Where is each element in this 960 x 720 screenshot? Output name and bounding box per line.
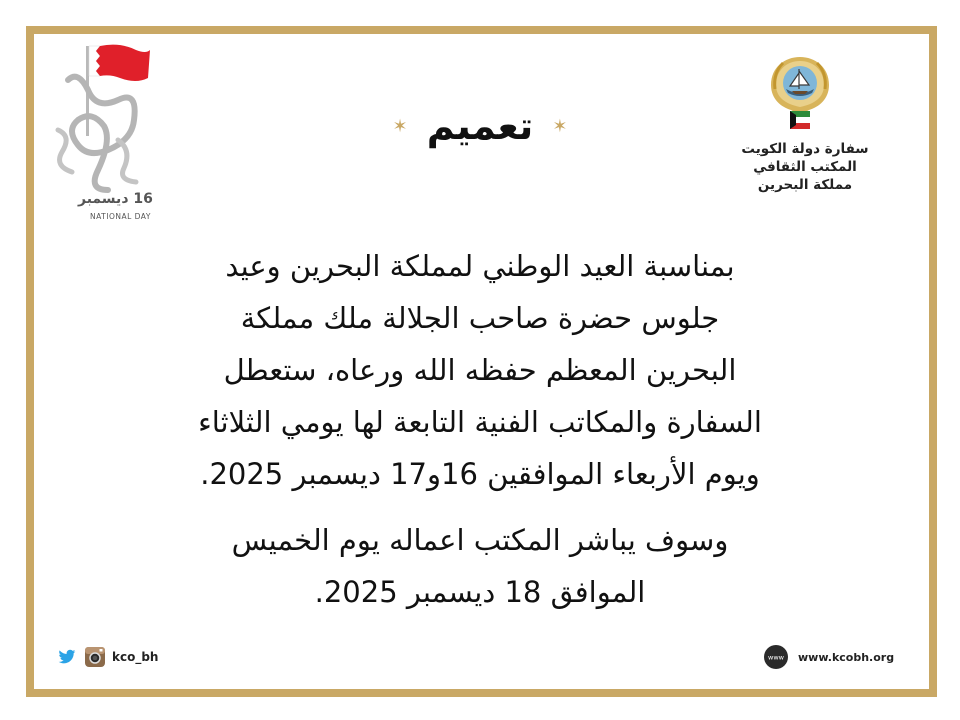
website-url[interactable]: www.kcobh.org bbox=[798, 650, 895, 664]
star-icon: ✶ bbox=[392, 115, 408, 137]
text-line: بمناسبة العيد الوطني لمملكة البحرين وعيد bbox=[225, 249, 735, 283]
title-row bbox=[0, 104, 960, 148]
text-line: وسوف يباشر المكتب اعماله يوم الخميس bbox=[231, 523, 729, 557]
social-links bbox=[58, 646, 158, 668]
embassy-line-1: سفارة دولة الكويت bbox=[741, 141, 869, 157]
embassy-name bbox=[720, 140, 890, 194]
web-icon bbox=[764, 645, 788, 669]
text-line: ويوم الأربعاء الموافقين 16و17 ديسمبر 2025. bbox=[200, 457, 760, 491]
text-line: جلوس حضرة صاحب الجلالة ملك مملكة bbox=[240, 301, 720, 335]
twitter-icon[interactable] bbox=[58, 649, 76, 665]
embassy-line-3: مملكة البحرين bbox=[757, 177, 853, 193]
social-handle[interactable]: kco_bh bbox=[112, 650, 159, 664]
instagram-icon[interactable] bbox=[84, 646, 106, 668]
website-link[interactable] bbox=[764, 645, 894, 669]
web-icon-label: www bbox=[768, 653, 784, 662]
national-day-date: 16 ديسمبر bbox=[78, 191, 153, 207]
page-title: تعميم bbox=[426, 104, 534, 148]
text-line: السفارة والمكاتب الفنية التابعة لها يومي الثلاثاء bbox=[198, 405, 762, 439]
announcement-paragraph-1 bbox=[80, 240, 880, 500]
text-line: البحرين المعظم حفظه الله ورعاه، ستعطل bbox=[223, 353, 737, 387]
embassy-line-2: المكتب الثقافي bbox=[753, 159, 857, 175]
star-icon: ✶ bbox=[552, 115, 568, 137]
announcement-paragraph-2 bbox=[80, 514, 880, 618]
national-day-label: NATIONAL DAY bbox=[90, 212, 151, 221]
text-line: الموافق 18 ديسمبر 2025. bbox=[314, 575, 646, 609]
